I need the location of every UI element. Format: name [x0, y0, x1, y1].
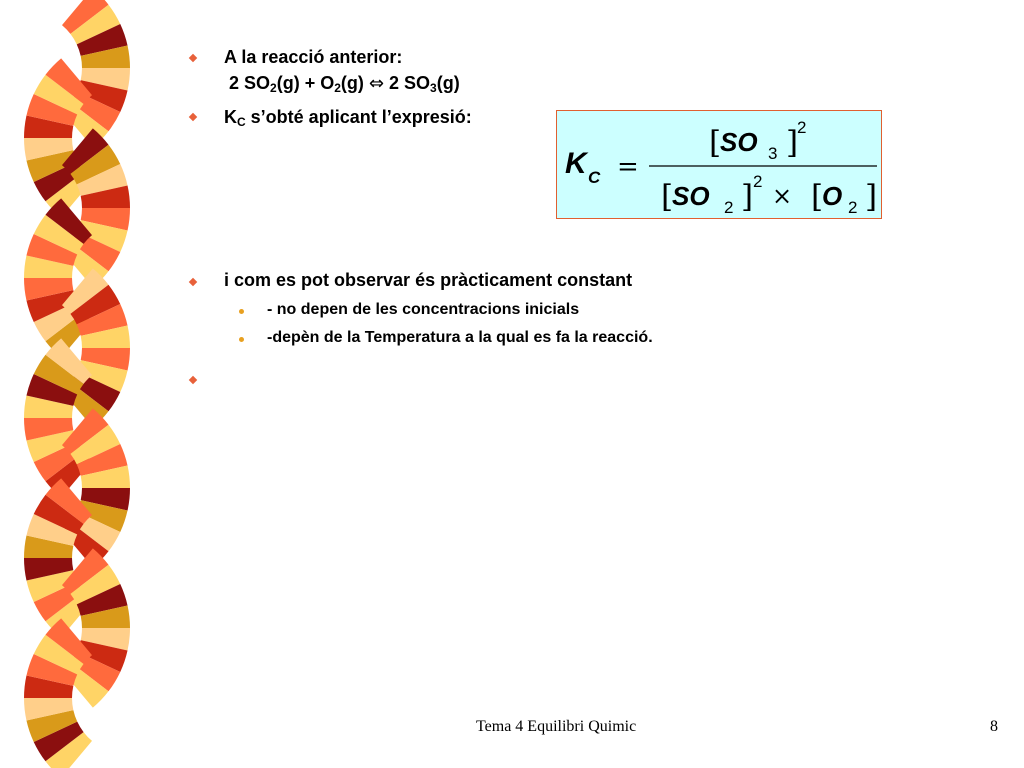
- denominator-index-1: 2: [724, 198, 734, 217]
- bullet-text-reaction-intro: A la reacció anterior:: [224, 47, 403, 67]
- denominator-species-2: O: [822, 181, 843, 211]
- numerator-power: 2: [797, 118, 807, 137]
- sub-bullet-dot-2: [239, 337, 244, 342]
- formula-k-subscript: C: [588, 168, 601, 187]
- numerator-index: 3: [768, 144, 778, 163]
- denominator-species-1: SO: [672, 181, 710, 211]
- formula-graphic: [557, 111, 883, 220]
- numerator-open-bracket: [: [709, 125, 722, 161]
- denominator-power-1: 2: [753, 172, 763, 191]
- sub-bullet-text-temperature: -depèn de la Temperatura a la qual es fa la reacció.: [267, 329, 653, 346]
- equilibrium-arrow-icon: ⇔: [368, 73, 384, 94]
- footer-title: Tema 4 Equilibri Quimic: [476, 718, 637, 735]
- bullet-diamond-1: [189, 54, 197, 62]
- denominator-index-2: 2: [848, 198, 858, 217]
- equilibrium-constant-formula: [556, 110, 882, 219]
- bullet-diamond-3: [189, 278, 197, 286]
- times-sign: ×: [772, 182, 793, 210]
- denominator-open-bracket-2: [: [811, 179, 824, 215]
- bullet-text-kc-expression: $K_C$ s’obté aplicant l’expresió:: [224, 107, 472, 129]
- formula-k: K: [565, 147, 587, 180]
- numerator-species: SO: [720, 127, 758, 157]
- decorative-fan-border: [0, 0, 160, 768]
- numerator-close-bracket: ]: [786, 125, 799, 161]
- denominator-close-bracket-2: ]: [865, 179, 878, 215]
- slide-number: 8: [990, 718, 998, 735]
- sub-bullet-dot-1: [239, 309, 244, 314]
- sub-bullet-text-concentrations: - no depen de les concentracions inicials: [267, 301, 580, 318]
- denominator-open-bracket-1: [: [661, 179, 674, 215]
- bullet-diamond-2: [189, 113, 197, 121]
- bullet-diamond-empty: [189, 376, 197, 384]
- formula-equals: =: [617, 152, 639, 182]
- bullet-text-constant: i com es pot observar és pràcticament constant: [224, 270, 633, 290]
- reaction-equation: 2 $SO_2(g) + O_2(g)$ ⇔ 2 $SO_3(g)$: [229, 73, 460, 95]
- denominator-close-bracket-1: ]: [741, 179, 754, 215]
